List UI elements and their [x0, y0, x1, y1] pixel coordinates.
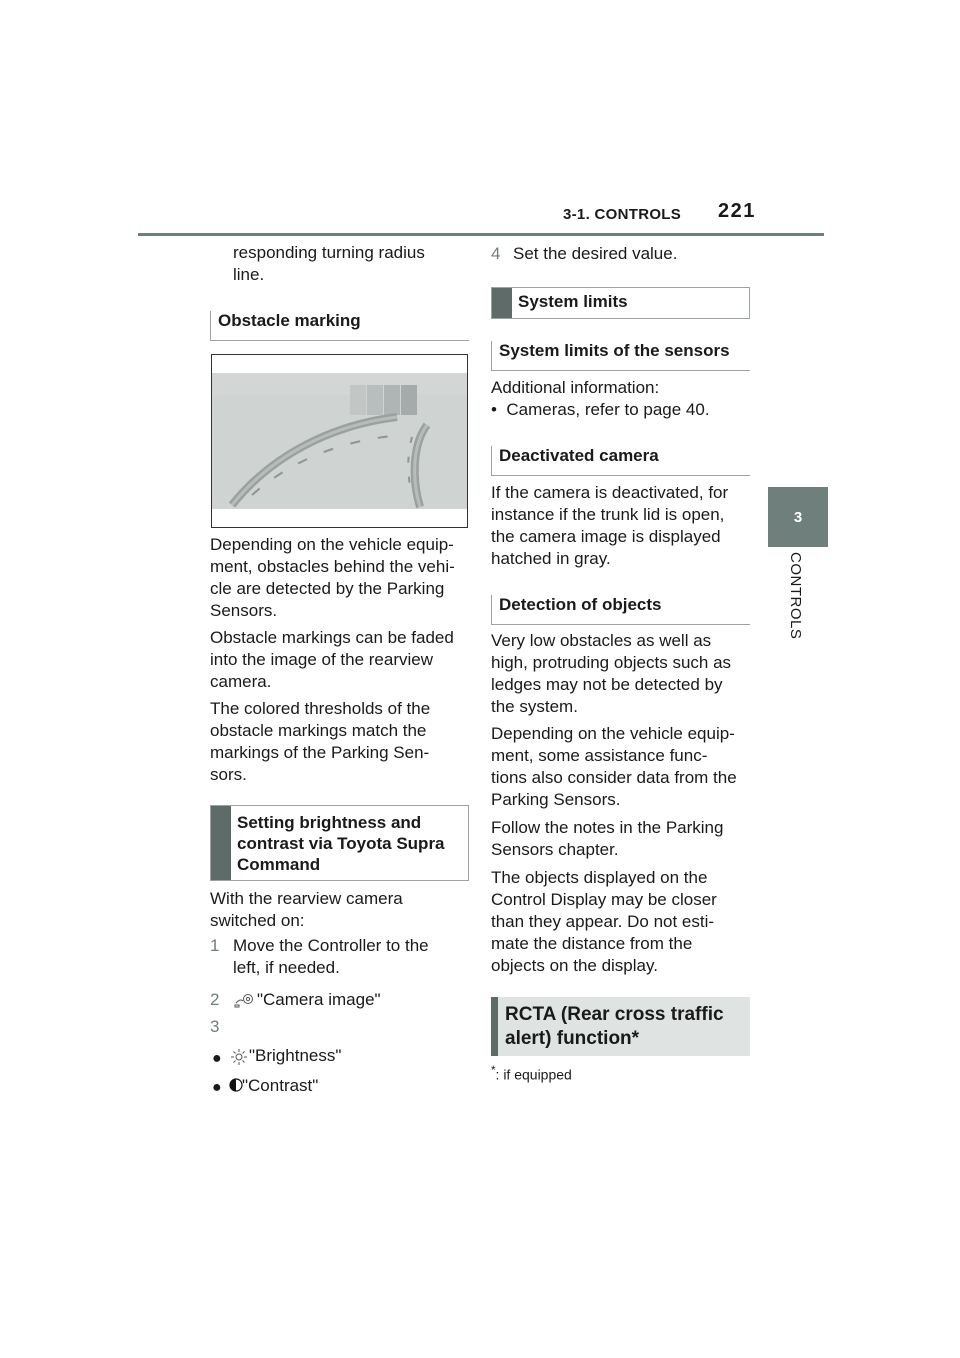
brightness-icon	[229, 1047, 249, 1067]
text-line: If the camera is deactivated, for	[491, 483, 729, 502]
paragraph	[491, 630, 731, 718]
text-line: The colored thresholds of the	[210, 699, 431, 718]
obstacle-block	[401, 385, 417, 415]
text-line: Follow the notes in the Parking	[491, 818, 724, 837]
heading-bar	[211, 806, 231, 880]
text-line: mate the distance from the	[491, 934, 693, 953]
text-line: Sensors.	[210, 601, 278, 620]
text-line: With the rearview camera	[210, 889, 403, 908]
paragraph	[491, 867, 717, 977]
text-line: into the image of the rearview	[210, 650, 434, 669]
step-number: 1	[210, 936, 220, 955]
contrast-icon	[229, 1077, 243, 1093]
bullet-icon: ●	[212, 1079, 222, 1096]
contrast-option: "Contrast"	[242, 1076, 319, 1095]
intro-text	[210, 888, 403, 932]
footnote-text: : if equipped	[495, 1066, 572, 1083]
text-line: high, protruding objects such as	[491, 653, 732, 672]
text-line: Very low obstacles as well as	[491, 631, 712, 650]
text-line: instance if the trunk lid is open,	[491, 505, 725, 524]
step-number: 4	[491, 244, 501, 263]
text-line: Control Display may be closer	[491, 890, 717, 909]
heading-line: contrast via Toyota Supra	[237, 834, 445, 853]
text-line: Obstacle markings can be faded	[210, 628, 454, 647]
paragraph	[491, 482, 728, 570]
text-line: markings of the Parking Sen-	[210, 743, 430, 762]
sensor-limits-heading: System limits of the sensors	[491, 341, 750, 371]
heading-bar	[492, 288, 512, 318]
step-4-text: Set the desired value.	[513, 244, 678, 263]
text-line: ment, some assistance func-	[491, 746, 708, 765]
heading-line: Command	[237, 855, 321, 874]
heading-text: System limits	[518, 292, 628, 311]
camera-image	[212, 355, 468, 528]
obstacle-block	[384, 385, 400, 415]
cameras-reference: Cameras, refer to page 40.	[506, 400, 710, 419]
continued-text	[233, 242, 425, 286]
chapter-label	[782, 552, 812, 652]
heading-line: Setting brightness and	[237, 813, 422, 832]
paragraph	[210, 534, 455, 622]
text-line: objects on the display.	[491, 956, 658, 975]
step-1-text	[233, 935, 429, 979]
list-item	[491, 399, 710, 421]
additional-info: Additional information:	[491, 378, 660, 397]
footnote	[491, 1064, 572, 1083]
section-title: 3-1. CONTROLS	[563, 206, 682, 223]
text-line: left, if needed.	[233, 958, 340, 977]
step-2-text: "Camera image"	[257, 990, 381, 1009]
obstacle-block	[367, 385, 383, 415]
paragraph	[210, 627, 454, 693]
chapter-label-text: CONTROLS	[787, 552, 804, 640]
deactivated-camera-heading: Deactivated camera	[491, 446, 750, 476]
text-line: than they appear. Do not esti-	[491, 912, 715, 931]
heading-line: RCTA (Rear cross traffic	[505, 1004, 724, 1025]
chapter-tab: 3	[768, 487, 828, 547]
step-number: 2	[210, 990, 220, 1009]
brightness-option: "Brightness"	[249, 1046, 342, 1065]
text-line: responding turning radius	[233, 243, 425, 262]
text-line: switched on:	[210, 911, 305, 930]
text-line: camera.	[210, 672, 272, 691]
rcta-heading	[491, 997, 750, 1056]
bullet-icon: ●	[212, 1050, 222, 1067]
rearview-camera-illustration	[211, 354, 468, 528]
text-line: The objects displayed on the	[491, 868, 708, 887]
camera-image-icon	[233, 991, 255, 1011]
text-line: ledges may not be detected by	[491, 675, 723, 694]
text-line: Parking Sensors.	[491, 790, 621, 809]
heading-line: alert) function*	[505, 1028, 640, 1049]
detection-heading: Detection of objects	[491, 595, 750, 625]
text-line: Sensors chapter.	[491, 840, 619, 859]
text-line: line.	[233, 265, 265, 284]
text-line: the system.	[491, 697, 578, 716]
text-line: ment, obstacles behind the vehi-	[210, 557, 455, 576]
obstacle-marking-heading: Obstacle marking	[210, 311, 469, 341]
step-number: 3	[210, 1017, 220, 1036]
text-line: obstacle markings match the	[210, 721, 427, 740]
text-line: cle are detected by the Parking	[210, 579, 445, 598]
brightness-contrast-heading	[210, 805, 469, 881]
heading-bar	[491, 997, 498, 1056]
bullet-dot: •	[491, 400, 507, 419]
paragraph	[210, 698, 430, 786]
text-line: Move the Controller to the	[233, 936, 429, 955]
text-line: the camera image is displayed	[491, 527, 721, 546]
page-number: 221	[718, 200, 756, 222]
text-line: Depending on the vehicle equip-	[491, 724, 735, 743]
text-line: sors.	[210, 765, 247, 784]
text-line: tions also consider data from the	[491, 768, 737, 787]
obstacle-block	[350, 385, 366, 415]
header-rule	[138, 233, 824, 236]
paragraph	[491, 817, 723, 861]
text-line: hatched in gray.	[491, 549, 611, 568]
system-limits-heading	[491, 287, 750, 319]
paragraph	[491, 723, 737, 811]
footnote-mark: *	[491, 1064, 496, 1077]
text-line: Depending on the vehicle equip-	[210, 535, 454, 554]
